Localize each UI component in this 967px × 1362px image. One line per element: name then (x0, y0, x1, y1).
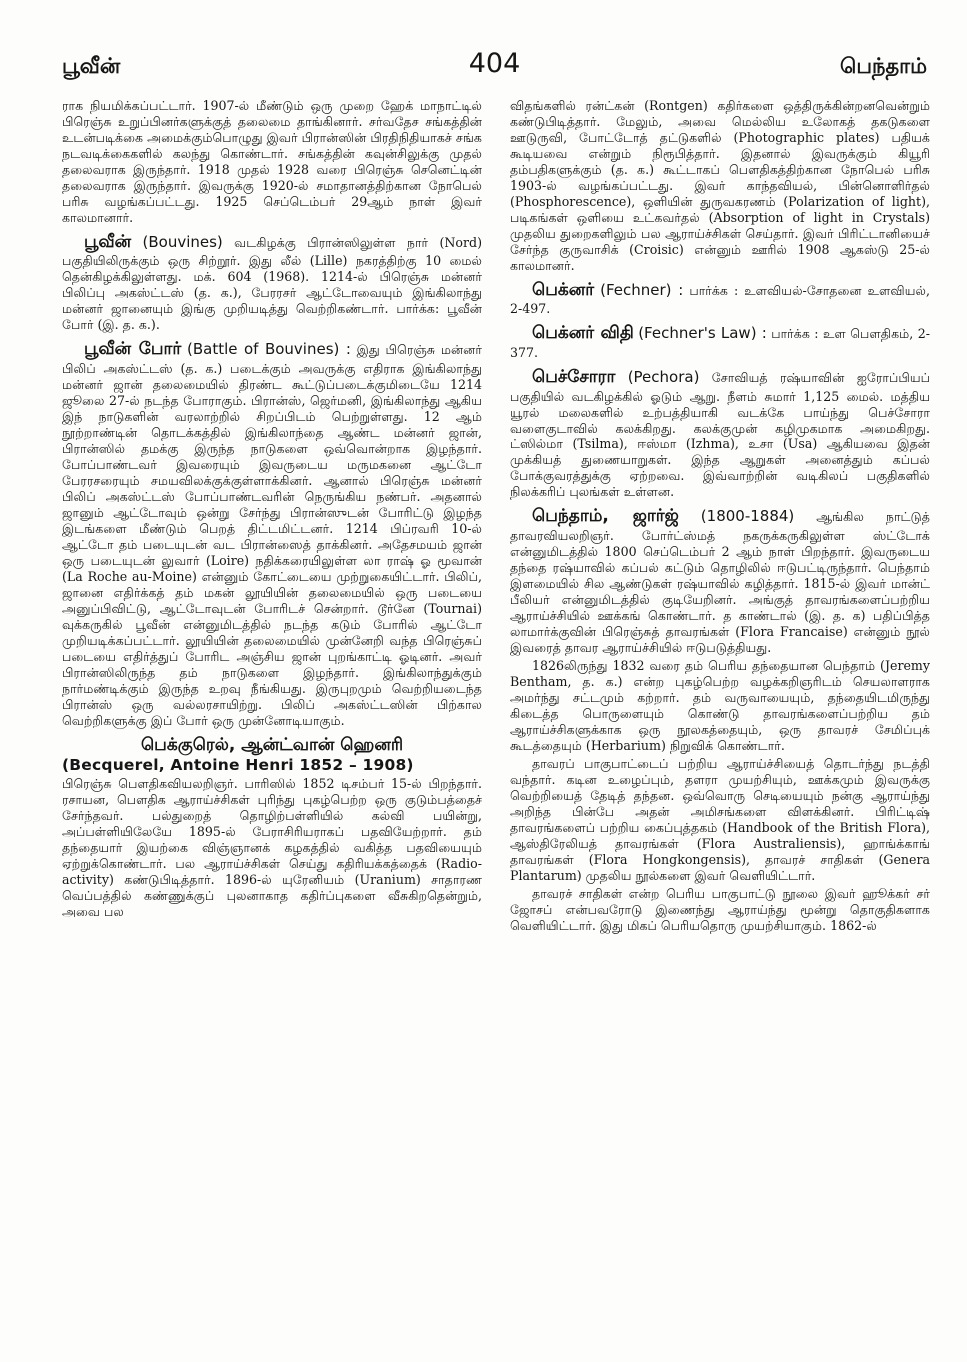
paragraph: 1826லிருந்து 1832 வரை தம் பெரிய தந்தையான பெந்தாம் (Jeremy Bentham, த. க.) என்ற புகழ்பெற்ற வழக்கறிஞரிடம் செயலாளராக அமர்ந்து சட்டமும் கற்றார். தம் வருவாயையும், தந்தையிடமிருந்து கிடைத்த பொருளையும் கொண்டு தாவரங்களைப்பற்றிய தம் ஆராய்ச்சிகளுக்காக ஒரு நூலகத்தையும், ஒரு தாவரச் சேமிப்புக் கூடத்தையும் (Herbarium) நிறுவிக் கொண்டார். (510, 657, 930, 753)
left-column (62, 98, 482, 1348)
running-head (62, 48, 927, 90)
headword: பெச்சோரா (532, 366, 616, 387)
entry-body: சோவியத் ரஷ்யாவின் ஐரோப்பியப் பகுதியில் வடகிழக்கில் ஓடும் ஆறு. நீளம் சுமார் 1,125 மைல். மத்திய யூரல் மலைகளில் உற்பத்தியாகி வடக்கே பாய்ந்து பெச்சோரா வளைகுடாவில் கலக்கிறது. கலக்குமுன் கழிமுகமாக அமைகிறது. ட்ஸில்மா (Tsilma), ஈஸ்மா (Izhma), உசா (Usa) ஆகியவை இதன் முக்கியத் துணையாறுகள். இந்த ஆறுகள் அனைத்தும் கப்பல் போக்குவரத்துக்கு ஏற்றவை. இவ்வாற்றின் வடிகிலப் பகுதிகளில் நிலக்கரிப் புலங்கள் உள்ளன. (510, 369, 930, 500)
entry-fechners-law (510, 323, 930, 361)
entry-battle-of-bouvines (62, 339, 482, 728)
page-number: 404 (468, 48, 521, 79)
header-first-word: பூவீன் (62, 54, 121, 78)
entry-body: வடகிழக்கு பிரான்ஸிலுள்ள நார் (Nord) பகுதியிலிருக்கும் ஒரு சிற்றூர். இது லீல் (Lille) நகரத்திற்கு 10 மைல் தென்கிழக்கிலுள்ளது. மக். 604 (1968). 1214-ல் பிரெஞ்சு மன்னர் பிலிப்பு அகஸ்ட்டஸ் (த. க.), பேரரசர் ஆட்டோவையும் இங்கிலாந்து மன்னர் ஜானையும் இங்கு முறியடித்து வெற்றிகண்டார். பார்க்க: பூவீன் போர் (இ. த. க.). (62, 234, 482, 333)
headword-latin: (Battle of Bouvines) : (187, 340, 351, 359)
entry-body: பிரெஞ்சு பௌதிகவியலறிஞர். பாரிஸில் 1852 டிசம்பர் 15-ல் பிறந்தார். ரசாயன, பௌதிக ஆராய்ச்சிகள் புரிந்து புகழ்பெற்ற ஒரு குடும்பத்தைச் சேர்ந்தவர். பல்துறைத் தொழிற்பள்ளியில் கல்வி பயின்று, அப்பள்ளியிலேயே 1895-ல் பேராசிரியராகப் பதவியேற்றார். தம் தந்தையார் இயற்கை விஞ்ஞானக் கழகத்தில் வகித்த பதவியையும் ஏற்றுக்கொண்டார். பல ஆராய்ச்சிகள் செய்து கதிரியக்கத்தைக் (Radio-activity) கண்டுபிடித்தார். 1896-ல் யுரேனியம் (Uranium) சாதாரண வெப்பத்தில் கண்ணுக்குப் புலனாகாத கதிர்ப்புகளை வீசுகிறதென்றும், அவை பல (62, 775, 482, 919)
headword-latin: (1800-1884) (700, 507, 795, 526)
headword: பெந்தாம், ஜார்ஜ் (532, 506, 679, 527)
headword: பெக்குரெல், ஆன்ட்வான் ஹெனரி (140, 734, 404, 755)
right-column (510, 98, 930, 1348)
paragraph: தாவரப் பாகுபாட்டைப் பற்றிய ஆராய்ச்சியைத் தொடர்ந்து நடத்தி வந்தார். கடின உழைப்பும், தளரா முயற்சியும், ஊக்கமும் இவருக்கு வெற்றியைத் தேடித் தந்தன. ஒவ்வொரு செடியையும் நன்கு ஆராய்ந்து அறிந்த பின்பே அதன் அமிசங்களை விளக்கினர். பிரிட்டிஷ் தாவரங்களைப் பற்றிய கைப்புத்தகம் (Handbook of the British Flora), ஆஸ்திரேலியத் தாவரங்கள் (Flora Australiensis), ஹாங்க்காங் தாவரங்கள் (Flora Hongkongensis), தாவரச் சாதிகள் (Genera Plantarum) முதலிய நூல்களை இவர் வெளியிட்டார். (510, 755, 930, 883)
entry-body: இது பிரெஞ்சு மன்னர் பிலிப் அகஸ்ட்டஸ் (த. க.) படைக்கும் அவருக்கு எதிராக இங்கிலாந்து மன்னர் ஜான் தலைமையில் திரண்ட கூட்டுப்படைக்குமிடையே 1214 ஜூலை 27-ல் நடந்த போராகும். பிரான்ஸ், ஜெர்மனி, இங்கிலாந்து ஆகிய இந் நாடுகளின் வரலாற்றில் சிறப்பிடம் பெற்றுள்ளது. 12 ஆம் நூற்றாண்டின் தொடக்கத்தில் இங்கிலாந்தை ஆண்ட மன்னர் ஜான், பிரான்ஸில் தமக்கு இருந்த நாடுகளை ஒவ்வொன்றாக இழந்தார். போப்பாண்டவர் இவரையும் இவருடைய மருமகனை ஆட்டோ பேரரசரையும் சமயவிலக்குக்குள்ளாக்கினர். ஆனால் பிரெஞ்சு மன்னர் பிலிப் அகஸ்ட்டஸ் போப்பாண்டவரின் நெருங்கிய நண்பர். அதனால் ஜானும் ஆட்டோவும் ஒன்று சேர்ந்து பிரான்ஸுடன் போரிட்டு இழந்த இடங்களை மீண்டும் பெறத் திட்டமிட்டனர். 1214 பிப்ரவரி 10-ல் ஆட்டோ தம் படையுடன் வட பிரான்ஸைத் தாக்கினர். அதேசமயம் ஜான் ஒரு படையுடன் லுவார் (Loire) நதிக்கரையிலுள்ள லா ராஷ் ஓ மூவான் (La Roche au-Moine) என்னும் கோட்டையை முற்றுகையிட்டார். பிலிப், ஜானை எதிர்க்கத் தம் மகன் லூயியின் தலைமையில் ஒரு படையை அனுப்பிவிட்டு, ஆட்டோவுடன் போரிடச் சென்றார். டூர்னே (Tournai) வுக்கருகில் பூவீன் என்னுமிடத்தில் நடந்த கடும் போரில் ஆட்டோ முறியடிக்கப்பட்டார். லூயியின் தலைமையில் முன்னேறி வந்த பிரெஞ்சுப் படையை எதிர்த்துப் போரிட அஞ்சிய ஜான் புறங்காட்டி ஓடினர். அவர் பிரான்ஸிலிருந்த தம் நாடுகளை இழந்தார். இங்கிலாந்துக்கும் நார்மண்டிக்கும் இருந்த உறவு நீங்கியது. இருபுறமும் வெற்றியடைந்த பிரான்ஸ் ஒரு வல்லரசாயிற்று. பிலிப் அகஸ்ட்டஸின் பிற்கால வெற்றிகளுக்கு இப் போர் ஒரு முன்னோடியாகும். (62, 342, 482, 728)
entry-body: பார்க்க : உளவியல்-சோதனை உளவியல், 2-497. (510, 282, 930, 317)
entry-becquerel (62, 735, 482, 920)
headword-latin: (Pechora) (627, 367, 700, 386)
paragraph: தாவரச் சாதிகள் என்ற பெரிய பாகுபாட்டு நூலை இவர் ஹூக்கர் சர் ஜோசப் என்பவரோடு இணைந்து ஆராய்ந்து மூன்று தொகுதிகளாக வெளியிட்டார். இது மிகப் பெரியதொரு முயற்சியாகும். 1862-ல் (510, 885, 930, 933)
headword-latin: (Bouvines) (142, 232, 223, 251)
continued-paragraph: ராக நியமிக்கப்பட்டார். 1907-ல் மீண்டும் ஒரு முறை ஹேக் மாநாட்டில் பிரெஞ்சு உறுப்பினர்களுக்குத் தலைமை தாங்கினார். சர்வதேச சங்கத்தின் உடன்படிக்கை அமைக்கும்பொழுது இவர் பிரான்ஸின் பிரதிநிதியாகச் சங்க நடவடிக்கைகளில் கலந்து கொண்டார். சங்கத்தின் கவுன்சிலுக்கு முதல் தலைவராக இருந்தார். 1918 முதல் 1928 வரை பிரெஞ்சு செனெட்டின் தலைவராக இருந்தார். இவருக்கு 1920-ல் சமாதானத்திற்கான நோபெல் பரிசு வழங்கப்பட்டது. 1925 செப்டெம்பர் 29ஆம் நாள் இவர் காலமானார். (62, 98, 482, 225)
headword: பெக்னர் விதி (532, 323, 634, 344)
headword-latin: (Becquerel, Antoine Henri 1852 – 1908) (62, 756, 414, 775)
entry-bouvines (62, 232, 482, 334)
entry-body: பார்க்க : உள பௌதிகம், 2-377. (510, 326, 930, 360)
entry-bentham (510, 506, 930, 655)
entry-pechora (510, 367, 930, 500)
header-last-word: பெந்தாம் (840, 54, 927, 78)
continued-paragraph: விதங்களில் ரன்ட்கன் (Rontgen) கதிர்களை ஒத்திருக்கின்றனவென்றும் கண்டுபிடித்தார். மேலும், அவை மெல்லிய உலோகத் தகடுகளை ஊடுருவி, போட்டோத் தட்டுகளில் (Photographic plates) பதியக் கூடியவை என்றும் நிரூபித்தார். இதனால் இவருக்கும் கியூரி தம்பதிகளுக்கும் (த. க.) கூட்டாகப் பௌதிகத்திற்கான நோபெல் பரிசு 1903-ல் வழங்கப்பட்டது. இவர் காந்தவியல், பின்னொளிர்தல் (Phosphorescence), ஒளியின் துருவகரணம் (Polarization of light), படிகங்கள் ஒளியை உட்கவர்தல் (Absorption of light in Crystals) முதலிய துறைகளிலும் பல ஆராய்ச்சிகள் செய்தார். இவர் பிரிட்டானியைச் சேர்ந்த குருவாசிக் (Croisic) என்னும் ஊரில் 1908 ஆகஸ்டு 25-ல் காலமானர். (510, 98, 930, 273)
headword: பெக்னர் (532, 279, 595, 300)
headword: பூவீன் (84, 231, 132, 252)
headword-latin: (Fechner's Law) : (638, 324, 767, 343)
entry-body: ஆங்கில நாட்டுத் தாவரவியலறிஞர். போர்ட்ஸ்மத் நகருக்கருகிலுள்ள ஸ்ட்டோக் என்னுமிடத்தில் 1800 செப்டெம்பர் 2 ஆம் நாள் பிறந்தார். இவருடைய தந்தை ரஷ்யாவில் கப்பல் கட்டும் தொழிலில் ஈடுபட்டிருந்தார். பெந்தாம் இளமையில் சில ஆண்டுகள் ரஷ்யாவில் கழித்தார். 1815-ல் இவர் மான்ட் பீலியர் என்னுமிடத்தில் குடியேறினர். அங்குத் தாவரங்களைப்பற்றிய ஆராய்ச்சியில் ஊக்கங் கொண்டார். த காண்டால் (இ. த. க) பதிப்பித்த லாமார்க்குவின் பிரெஞ்சுத் தாவரங்கள் (Flora Francaise) என்னும் நூல் இவரைத் தாவர ஆராய்ச்சியில் ஈடுபடுத்தியது. (510, 509, 930, 655)
headword-latin: (Fechner) : (600, 280, 684, 299)
entry-fechner (510, 280, 930, 318)
headword: பூவீன் போர் (84, 339, 182, 360)
